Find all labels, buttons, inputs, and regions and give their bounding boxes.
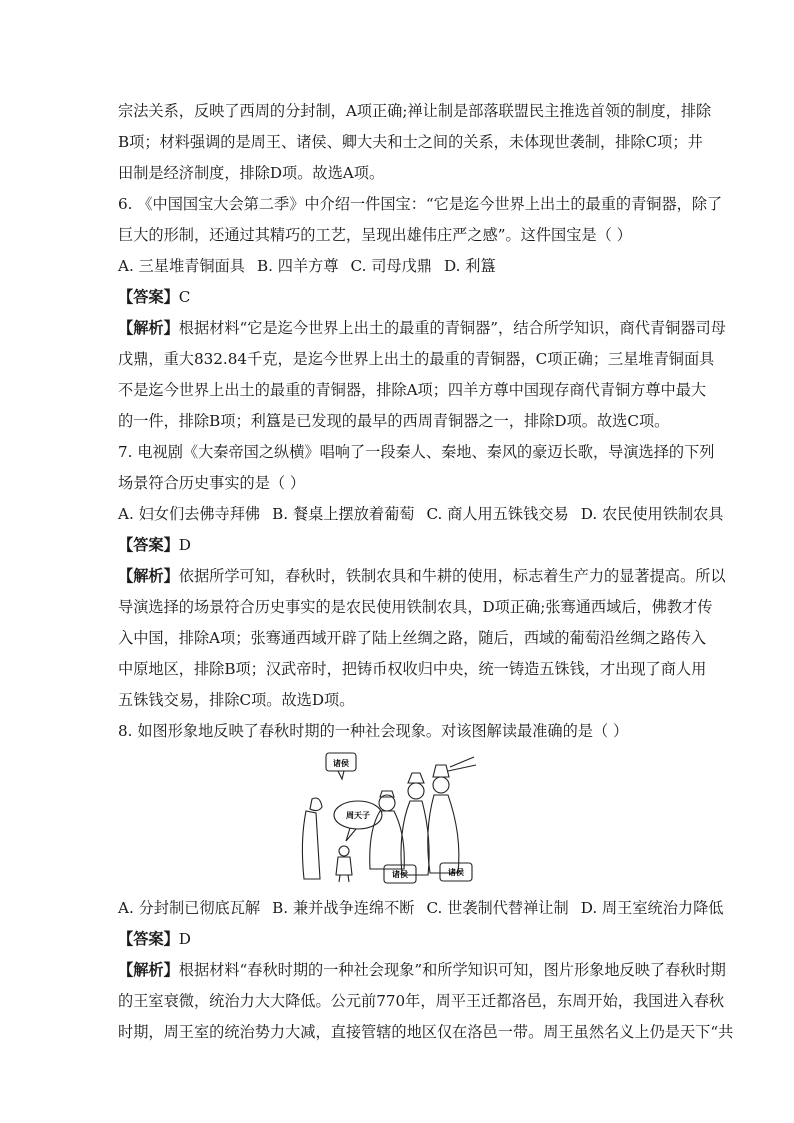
question-7-options [118,499,724,530]
analysis-line: 的一件，排除B项；利簋是已发现的最早的西周青铜器之一，排除D项。故选C项。 [118,412,670,430]
analysis-line: 时期，周王室的统治势力大减，直接管辖的地区仅在洛邑一带。周王虽然名义上仍是天下“共 [118,1023,734,1041]
right-figure-body [401,801,429,875]
far-right-figure-head [433,777,449,793]
analysis-tag: 【解析】 [118,319,179,337]
label-top: 诸侯 [333,759,349,768]
question-6-analysis [118,313,726,344]
answer-tag: 【答案】 [118,536,179,554]
analysis-line: 戊鼎，重大832.84千克，是迄今世界上出土的最重的青铜器，C项正确；三星堆青铜面具 [118,350,715,368]
option-c: C. 世袭制代替禅让制 [426,899,569,917]
left-figure-head [310,798,322,811]
analysis-line: 中原地区，排除B项；汉武帝时，把铸币权收归中央，统一铸造五铢钱，才出现了商人用 [118,660,707,678]
analysis-line: 导演选择的场景符合历史事实的是农民使用铁制农具，D项正确;张骞通西域后，佛教才传 [118,598,713,616]
question-8-answer [118,924,678,955]
option-d: D. 利簋 [444,257,496,275]
option-c: C. 商人用五铢钱交易 [426,505,569,523]
option-a: A. 妇女们去佛寺拜佛 [118,505,261,523]
option-b: B. 兼并战争连绵不断 [272,899,415,917]
option-d: D. 周王室统治力降低 [580,899,724,917]
option-a: A. 三星堆青铜面具 [118,257,245,275]
analysis-tag: 【解析】 [118,961,179,979]
label-bottom-right: 诸侯 [448,868,464,877]
king-head [339,846,349,856]
answer-value: C [178,288,191,306]
text-line: 田制是经济制度，排除D项。故选A项。 [118,164,385,182]
label-center: 周天子 [346,811,370,820]
question-7-stem: 场景符合历史事实的是（ ） [118,474,306,492]
question-6-options [118,251,678,282]
answer-value: D [178,536,191,554]
answer-tag: 【答案】 [118,930,179,948]
option-d: D. 农民使用铁制农具 [580,505,724,523]
question-6-stem: 巨大的形制，还通过其精巧的工艺，呈现出雄伟庄严之感”。这件国宝是（ ） [118,226,632,244]
analysis-text: 根据材料“春秋时期的一种社会现象”和所学知识可知，图片形象地反映了春秋时期 [178,961,726,979]
figure-container [118,751,678,885]
question-7-stem: 7. 电视剧《大秦帝国之纵横》唱响了一段秦人、秦地、秦风的豪迈长歌，导演选择的下列 [118,443,715,461]
question-8-options [118,893,724,924]
answer-value: D [178,930,191,948]
left-figure-body [302,811,320,879]
option-a: A. 分封制已彻底瓦解 [118,899,261,917]
analysis-line: 入中国，排除A项；张骞通西域开辟了陆上丝绸之路，随后，西域的葡萄沿丝绸之路传入 [118,629,707,647]
cartoon-figure [298,751,481,885]
question-8-analysis [118,955,726,986]
option-b: B. 四羊方尊 [256,257,339,275]
right-figure-head [408,783,424,799]
answer-tag: 【答案】 [118,288,179,306]
analysis-line: 五铢钱交易，排除C项。故选D项。 [118,691,355,709]
question-6-answer [118,282,678,313]
lord-figure-body [370,811,405,869]
question-6-stem: 6. 《中国国宝大会第二季》中介绍一件国宝：“它是迄今世界上出土的最重的青铜器，除了 [118,195,723,213]
page-content [118,96,734,1048]
question-7-analysis [118,561,726,592]
king-body [336,857,352,875]
question-8-stem: 8. 如图形象地反映了春秋时期的一种社会现象。对该图解读最准确的是（ ） [118,722,629,740]
far-right-figure-body [428,795,459,873]
label-bottom-left: 诸侯 [392,870,408,879]
option-c: C. 司母戊鼎 [350,257,432,275]
text-line: B项；材料强调的是周王、诸侯、卿大夫和士之间的关系，未体现世袭制，排除C项；井 [118,133,703,151]
analysis-text: 依据所学可知，春秋时，铁制农具和牛耕的使用，标志着生产力的显著提高。所以 [178,567,726,585]
option-b: B. 餐桌上摆放着葡萄 [272,505,415,523]
question-7-answer [118,530,678,561]
analysis-tag: 【解析】 [118,567,179,585]
analysis-line: 不是迄今世界上出土的最重的青铜器，排除A项；四羊方尊中国现存商代青铜方尊中最大 [118,381,707,399]
analysis-line: 的王室衰微，统治力大大降低。公元前770年，周平王迁都洛邑，东周开始，我国进入春秋 [118,992,725,1010]
analysis-text: 根据材料“它是迄今世界上出土的最重的青铜器”，结合所学知识，商代青铜器司母 [178,319,726,337]
text-line: 宗法关系，反映了西周的分封制，A项正确;禅让制是部落联盟民主推选首领的制度，排除 [118,102,712,120]
